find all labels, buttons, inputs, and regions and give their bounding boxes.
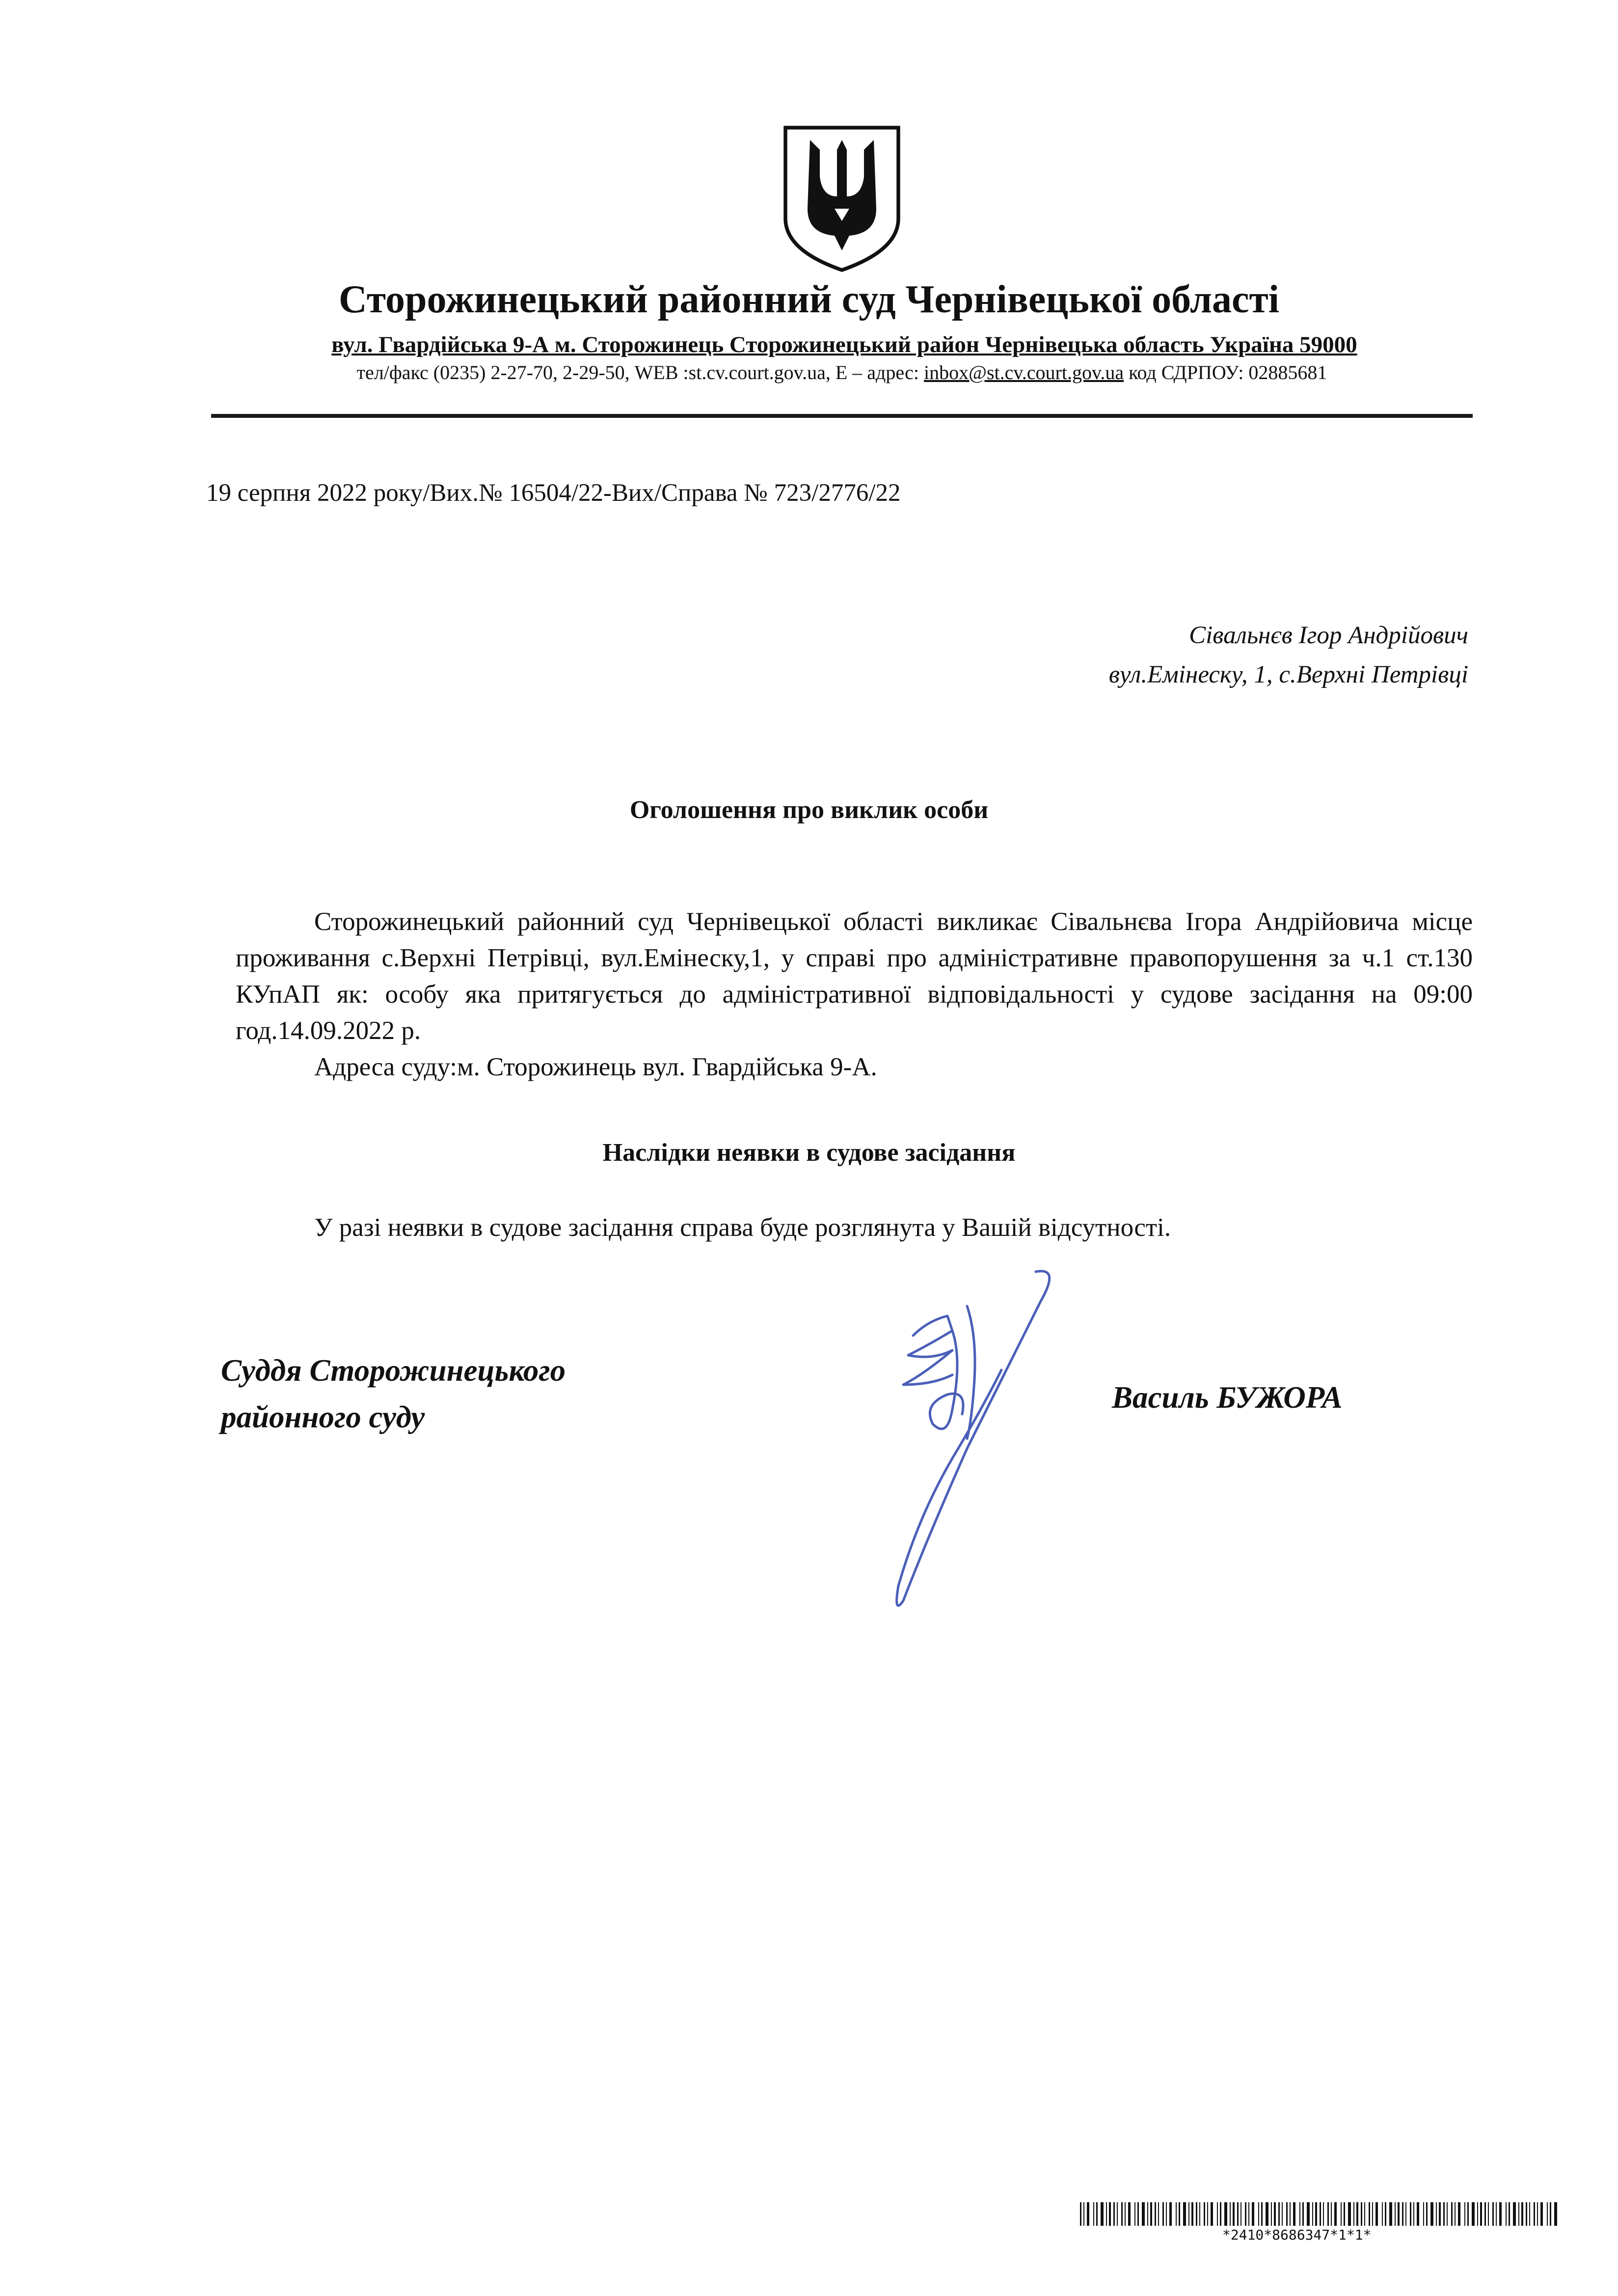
judge-title-line-1: Суддя Сторожинецького (221, 1353, 566, 1388)
notice-paragraph-2: Адреса суду:м. Сторожинець вул. Гвардійська 9-А. (314, 1053, 877, 1081)
consequences-title: Наслідки неявки в судове засідання (602, 1139, 1016, 1167)
notice-title: Оголошення про виклик особи (629, 796, 989, 824)
header-divider (211, 414, 1473, 418)
coat-of-arms-icon (781, 123, 903, 275)
court-email: inbox@st.cv.court.gov.ua (924, 361, 1124, 383)
notice-body (236, 903, 1473, 1085)
contacts-prefix: тел/факс (0235) 2-27-70, 2-29-50, WEB :st.cv.court.gov.ua, E – адрес: (356, 361, 924, 383)
barcode-number: *2410*8686347*1*1* (1222, 2227, 1372, 2243)
notice-paragraph-1: Сторожинецький районний суд Чернівецької області викликає Сівальнєва Ігора Андрійовича місце проживання с.Верхні Петрівці, вул.Емінеску,1, у справі про адміністративне правопорушення за ч.1 ст.130 КУпАП як: особу яка притягується до адміністративної відповідальності у судове засідання на 09:00 год.14.09.2022 р. (236, 907, 1473, 1045)
addressee-name: Сівальнєв Ігор Андрійович (1189, 622, 1468, 649)
court-contacts (221, 361, 1463, 384)
judge-name: Василь БУЖОРА (1112, 1380, 1343, 1415)
barcode-icon (1080, 2202, 1561, 2226)
judge-title-line-2: районного суду (221, 1400, 425, 1434)
reference-line: 19 серпня 2022 року/Вих.№ 16504/22-Вих/Справа № 723/2776/22 (206, 479, 901, 507)
contacts-suffix: код СДРПОУ: 02885681 (1124, 361, 1327, 383)
court-name: Сторожинецький районний суд Чернівецької області (338, 278, 1279, 321)
addressee-address: вул.Емінеску, 1, с.Верхні Петрівці (1108, 661, 1468, 688)
consequences-text: У разі неявки в судове засідання справа буде розглянута у Вашій відсутності. (314, 1213, 1171, 1242)
handwritten-signature-icon (805, 1262, 1119, 1615)
court-address: вул. Гвардійська 9-А м. Сторожинець Сторожинецький район Чернівецька область Україна 59000 (331, 332, 1357, 357)
